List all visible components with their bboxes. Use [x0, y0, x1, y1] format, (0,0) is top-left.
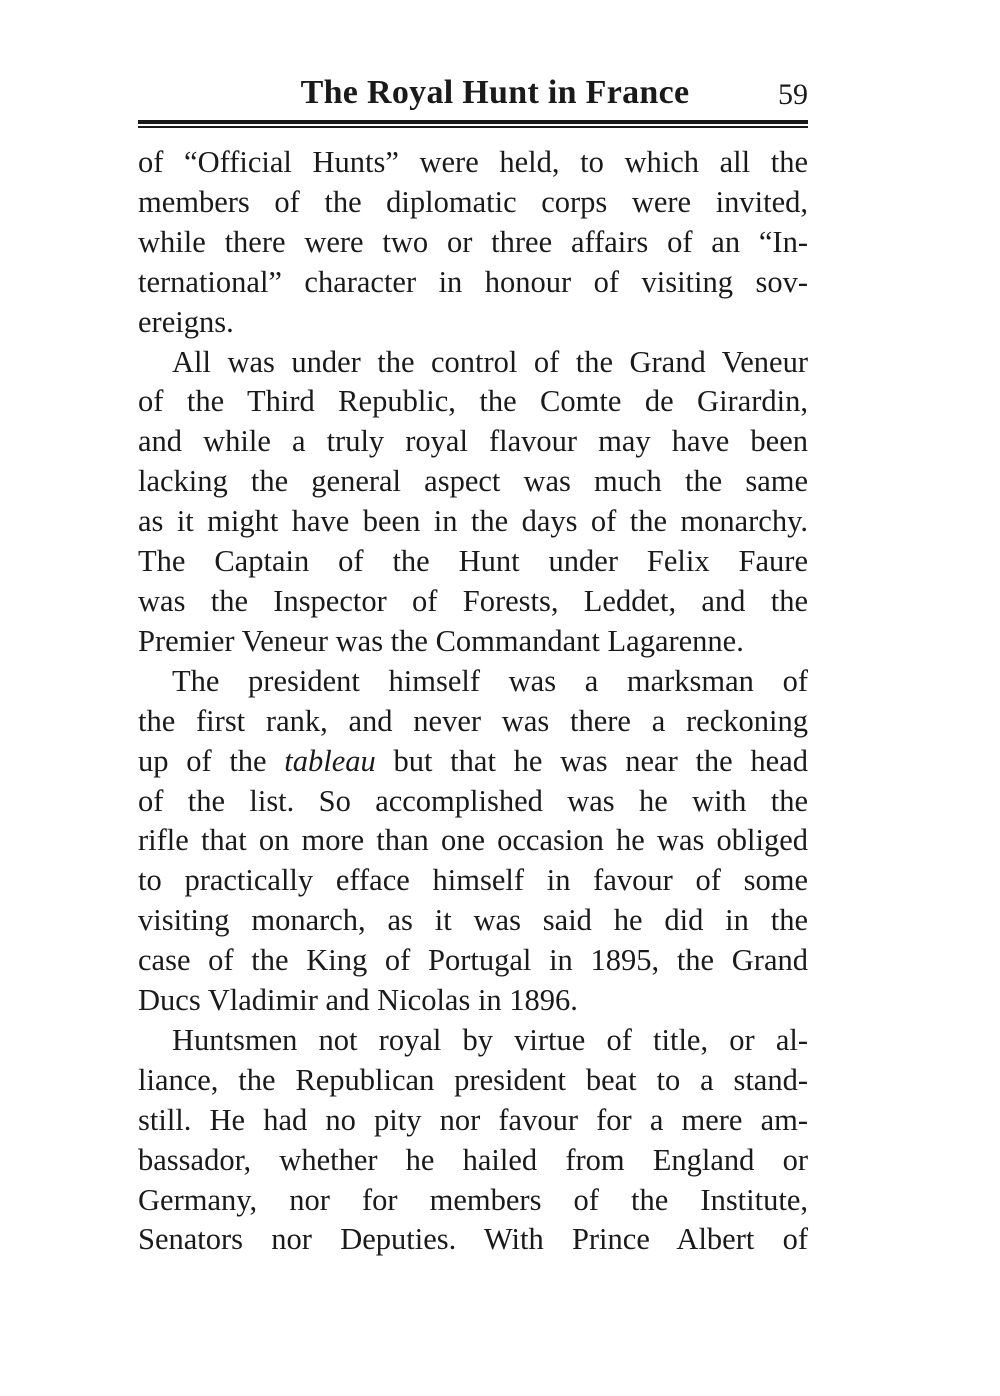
text-line: as it might have been in the days of the monarchy.	[138, 504, 808, 539]
text-line: Premier Veneur was the Commandant Lagarenne.	[138, 623, 744, 658]
paragraph-3	[138, 662, 808, 1021]
text-line: Germany, nor for members of the Institute,	[138, 1182, 808, 1217]
text-line: still. He had no pity nor favour for a mere am-	[138, 1102, 808, 1137]
text-line: Ducs Vladimir and Nicolas in 1896.	[138, 983, 578, 1018]
text-line: rifle that on more than one occasion he was obliged	[138, 823, 808, 858]
text-line: the first rank, and never was there a reckoning	[138, 703, 808, 738]
text-line: visiting monarch, as it was said he did in the	[138, 903, 808, 938]
text-line: while there were two or three affairs of an “In-	[138, 224, 808, 259]
text-line: ereigns.	[138, 304, 234, 339]
text-line: The Captain of the Hunt under Felix Faure	[138, 544, 808, 579]
text-line: Senators nor Deputies. With Prince Albert of	[138, 1222, 808, 1257]
text-line: All was under the control of the Grand Veneur	[172, 344, 808, 379]
text-line: Huntsmen not royal by virtue of title, or al-	[172, 1022, 808, 1057]
text-fragment: up of the	[138, 743, 285, 778]
text-line: lacking the general aspect was much the same	[138, 464, 808, 499]
paragraph-1	[138, 143, 808, 343]
running-header	[138, 68, 808, 120]
text-line: liance, the Republican president beat to a stand-	[138, 1062, 808, 1097]
page-number: 59	[778, 78, 808, 111]
text-line: to practically efface himself in favour of some	[138, 863, 808, 898]
text-fragment: but that he was near the head	[375, 743, 808, 778]
text-line: ternational” character in honour of visiting sov-	[138, 264, 808, 299]
chapter-title: The Royal Hunt in France	[300, 74, 690, 111]
text-line: of the Third Republic, the Comte de Girardin,	[138, 384, 808, 419]
text-line: case of the King of Portugal in 1895, the Grand	[138, 943, 808, 978]
italic-term-tableau: tableau	[284, 743, 376, 778]
text-line: was the Inspector of Forests, Leddet, and the	[138, 583, 808, 618]
text-line: members of the diplomatic corps were invited,	[138, 184, 808, 219]
paragraph-2	[138, 343, 808, 662]
text-line-with-italic	[138, 742, 808, 782]
text-line: of the list. So accomplished was he with the	[138, 783, 808, 818]
header-rule	[138, 120, 808, 128]
text-line: bassador, whether he hailed from England or	[138, 1142, 808, 1177]
text-line: The president himself was a marksman of	[172, 663, 808, 698]
text-line: and while a truly royal flavour may have been	[138, 424, 808, 459]
paragraph-4	[138, 1021, 808, 1260]
text-line: of “Official Hunts” were held, to which all the	[138, 145, 808, 179]
body-text	[138, 143, 808, 1260]
